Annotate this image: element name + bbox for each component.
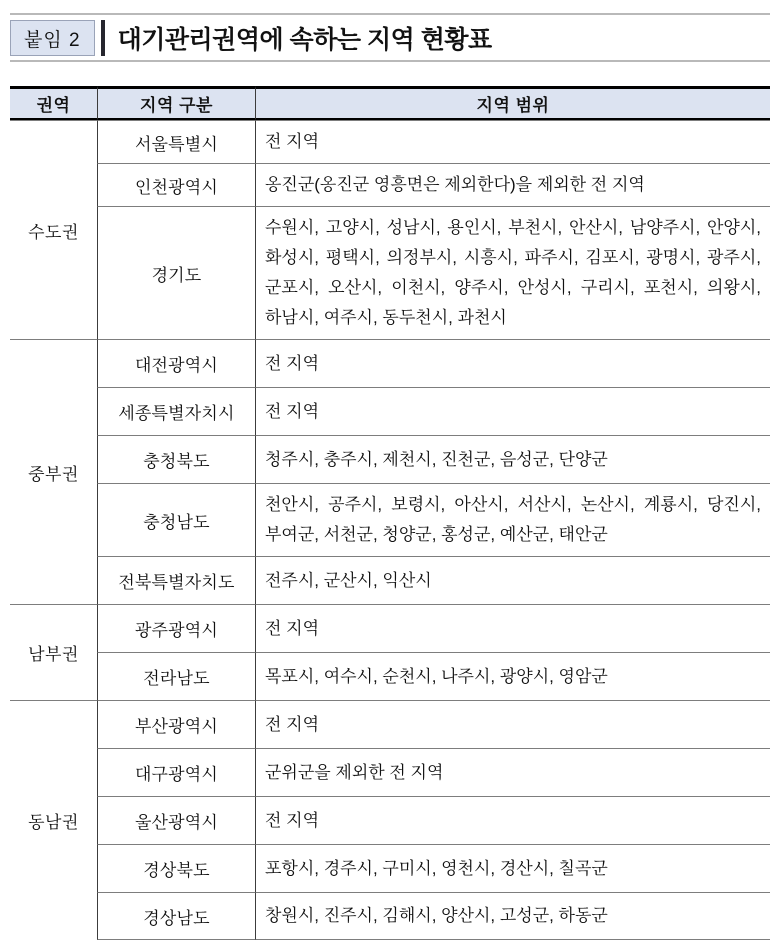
region-cell: 대구광역시: [97, 748, 255, 796]
region-cell: 세종특별자치시: [97, 387, 255, 435]
attachment-label: 붙임 2: [10, 20, 95, 56]
region-cell: 충청북도: [97, 435, 255, 483]
scope-cell: 전 지역: [255, 387, 770, 435]
title-divider-bar: [101, 20, 105, 56]
table-row: [10, 483, 770, 556]
scope-cell: 창원시, 진주시, 김해시, 양산시, 고성군, 하동군: [255, 892, 770, 940]
zone-cell: 수도권: [10, 120, 97, 339]
table-row: [10, 556, 770, 604]
scope-cell: 옹진군(옹진군 영흥면은 제외한다)을 제외한 전 지역: [255, 163, 770, 206]
table-row: [10, 163, 770, 206]
region-cell: 경기도: [97, 206, 255, 339]
region-cell: 전북특별자치도: [97, 556, 255, 604]
scope-cell: 군위군을 제외한 전 지역: [255, 748, 770, 796]
region-cell: 전라남도: [97, 652, 255, 700]
region-cell: 서울특별시: [97, 120, 255, 163]
scope-cell: 전 지역: [255, 700, 770, 748]
attachment-header: [10, 13, 770, 62]
region-cell: 울산광역시: [97, 796, 255, 844]
zone-cell: 동남권: [10, 700, 97, 940]
table-row: [10, 435, 770, 483]
page-title: 대기관리권역에 속하는 지역 현황표: [117, 26, 492, 54]
table-row: [10, 339, 770, 387]
column-header-region: 지역 구분: [97, 86, 255, 120]
table-row: [10, 748, 770, 796]
table-row: [10, 700, 770, 748]
region-cell: 대전광역시: [97, 339, 255, 387]
scope-cell: 천안시, 공주시, 보령시, 아산시, 서산시, 논산시, 계룡시, 당진시, 부여군, 서천군, 청양군, 홍성군, 예산군, 태안군: [255, 483, 770, 556]
scope-cell: 포항시, 경주시, 구미시, 영천시, 경산시, 칠곡군: [255, 844, 770, 892]
scope-cell: 청주시, 충주시, 제천시, 진천군, 음성군, 단양군: [255, 435, 770, 483]
table-row: [10, 120, 770, 163]
scope-cell: 전 지역: [255, 120, 770, 163]
table-row: [10, 604, 770, 652]
zone-cell: 중부권: [10, 339, 97, 604]
region-table: [10, 86, 770, 940]
region-cell: 경상남도: [97, 892, 255, 940]
region-cell: 광주광역시: [97, 604, 255, 652]
table-row: [10, 892, 770, 940]
scope-cell: 수원시, 고양시, 성남시, 용인시, 부천시, 안산시, 남양주시, 안양시, 화성시, 평택시, 의정부시, 시흥시, 파주시, 김포시, 광명시, 광주시, 군포시, 오산시, 이천시, 양주시, 안성시, 구리시, 포천시, 의왕시, 하남시, 여주시, 동두천시, 과천시: [255, 206, 770, 339]
region-cell: 부산광역시: [97, 700, 255, 748]
table-header-row: [10, 86, 770, 120]
scope-cell: 전 지역: [255, 796, 770, 844]
table-row: [10, 206, 770, 339]
region-cell: 경상북도: [97, 844, 255, 892]
region-cell: 인천광역시: [97, 163, 255, 206]
table-row: [10, 387, 770, 435]
table-row: [10, 844, 770, 892]
column-header-scope: 지역 범위: [255, 86, 770, 120]
column-header-zone: 권역: [10, 86, 97, 120]
scope-cell: 전 지역: [255, 604, 770, 652]
zone-cell: 남부권: [10, 604, 97, 700]
table-row: [10, 796, 770, 844]
region-cell: 충청남도: [97, 483, 255, 556]
table-row: [10, 652, 770, 700]
scope-cell: 전주시, 군산시, 익산시: [255, 556, 770, 604]
scope-cell: 전 지역: [255, 339, 770, 387]
scope-cell: 목포시, 여수시, 순천시, 나주시, 광양시, 영암군: [255, 652, 770, 700]
